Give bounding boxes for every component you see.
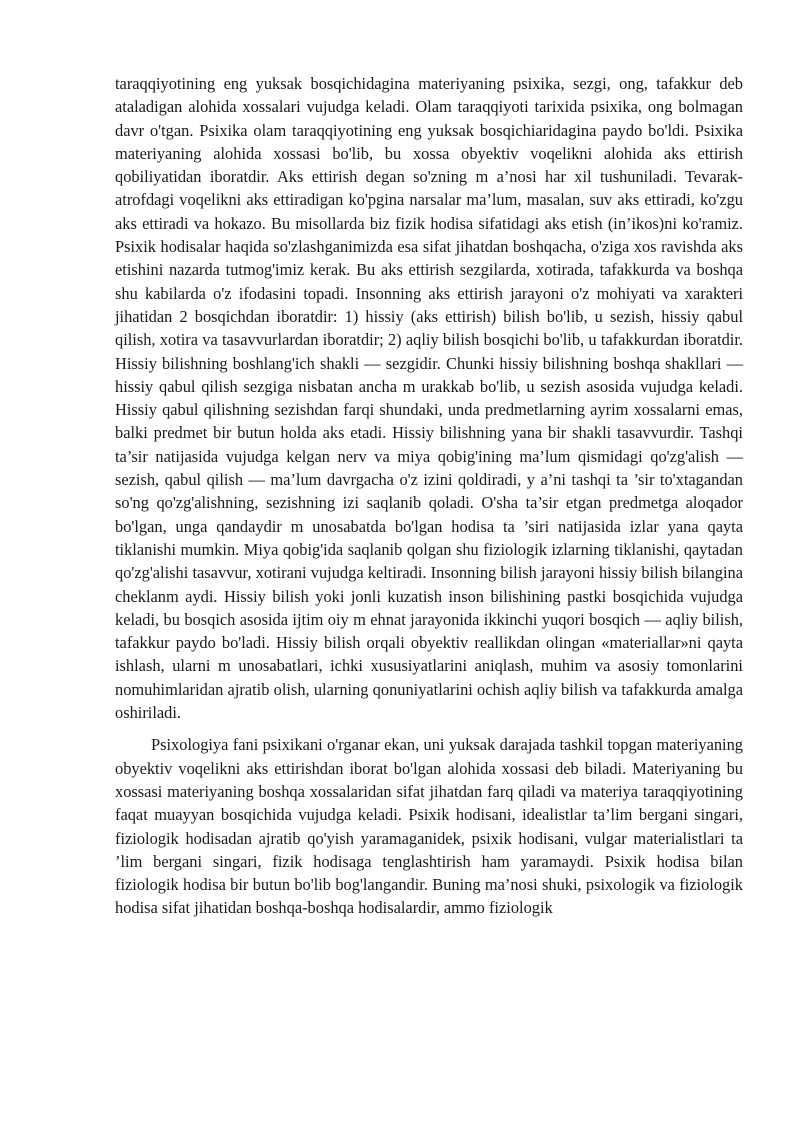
paragraph: Psixologiya fani psixikani o'rganar ekan, uni yuksak darajada tashkil topgan materiyaning obyektiv voqelikni aks ettirishdan iborat bo'lgan alohida xossasi deb biladi. Materiyaning bu xossasi materiyaning boshqa xossalaridan sifat jihatdan farq qiladi va materiya taraqqiyotining faqat muayyan bosqichida vujudga keladi. Psixik hodisani, idealistlar ta’lim bergani singari, fiziologik hodisadan ajratib qo'yish yaramaganidek, psixik hodisani, vulgar materialistlari ta ’lim bergani singari, fizik hodisaga tenglashtirish ham yaramaydi. Psixik hodisa bilan fiziologik hodisa bir butun bo'lib bog'langandir. Buning ma’nosi shuki, psixologik va fiziologik hodisa sifat jihatidan boshqa-boshqa hodisalardir, ammo fiziologik xyxy=(115,735,743,918)
paragraph: taraqqiyotining eng yuksak bosqichidagina materiyaning psixika, sezgi, ong, tafakkur deb ataladigan alohida xossalari vujudga keladi. Olam taraqqiyoti tarixida psixika, ong bolmagan davr o'tgan. Psixika olam taraqqiyotining eng yuksak bosqichiaridagina paydo bo'ldi. Psixika materiyaning alohida xossasi bo'lib, bu xossa obyektiv voqelikni alohida aks ettirish qobiliyatidan iboratdir. Aks ettirish degan so'zning m a’nosi har xil tushuniladi. Tevarak-atrofdagi voqelikni aks ettiradigan ko'pgina narsalar ma’lum, masalan, suv aks ettiradi, ko'zgu aks ettiradi va hokazo. Bu misollarda biz fizik hodisa sifatidagi aks etish (in’ikos)ni ko'ramiz. Psixik hodisalar haqida so'zlashganimizda esa sifat jihatdan boshqacha, o'ziga xos ravishda aks etishini nazarda tutmog'imiz kerak. Bu aks ettirish sezgilarda, xotirada, tafakkurda va boshqa shu kabilarda o'z ifodasini topadi. Insonning aks ettirish jarayoni o'z mohiyati va xarakteri jihatidan 2 bosqichdan iboratdir: 1) hissiy (aks ettirish) bilish bo'lib, u sezish, hissiy qabul qilish, xotira va tasavvurlardan iboratdir; 2) aqliy bilish bosqichi bo'lib, u tafakkurdan iboratdir. Hissiy bilishning boshlang'ich shakli — sezgidir. Chunki hissiy bilishning boshqa shakllari — hissiy qabul qilish sezgiga nisbatan ancha m urakkab bo'lib, u sezish asosida vujudga keladi. Hissiy qabul qilishning sezishdan farqi shundaki, unda predmetlarning ayrim xossalarni emas, balki predmet bir butun holda aks etadi. Hissiy bilishning yana bir shakli tasavvurdir. Tashqi ta’sir natijasida vujudga kelgan nerv va miya qobig'ining ma’lum qismidagi qo'zg'alish — sezish, qabul qilish — ma’lum davrgacha o'z izini qoldiradi, y a’ni tashqi ta ’sir to'xtagandan so'ng qo'zg'alishning, sezishning izi saqlanib qoladi. O'sha ta’sir etgan predmetga aloqador bo'lgan, unga qandaydir m unosabatda bo'lgan hodisa ta ’siri natijasida izlar yana qayta tiklanishi mumkin. Miya qobig'ida saqlanib qolgan shu fiziologik izlarning tiklanishi, qaytadan qo'zg'alishi tasavvur, xotirani vujudga keltiradi. Insonning bilish jarayoni hissiy bilish bilangina cheklanm aydi. Hissiy bilish yoki jonli kuzatish inson bilishining pastki bosqichida vujudga keladi, bu bosqich asosida ijtim oiy m ehnat jarayonida ikkinchi yuqori bosqich — aqliy bilish, tafakkur paydo bo'ladi. Hissiy bilish orqali obyektiv reallikdan olingan «materiallar»ni qayta ishlash, ularni m unosabatlari, ichki xususiyatlarini aniqlash, muhim va asosiy tomonlarini nomuhimlaridan ajratib olish, ularning qonuniyatlarini ochish aqliy bilish va tafakkurda amalga oshiriladi. xyxy=(115,74,743,723)
document-page xyxy=(115,72,743,920)
